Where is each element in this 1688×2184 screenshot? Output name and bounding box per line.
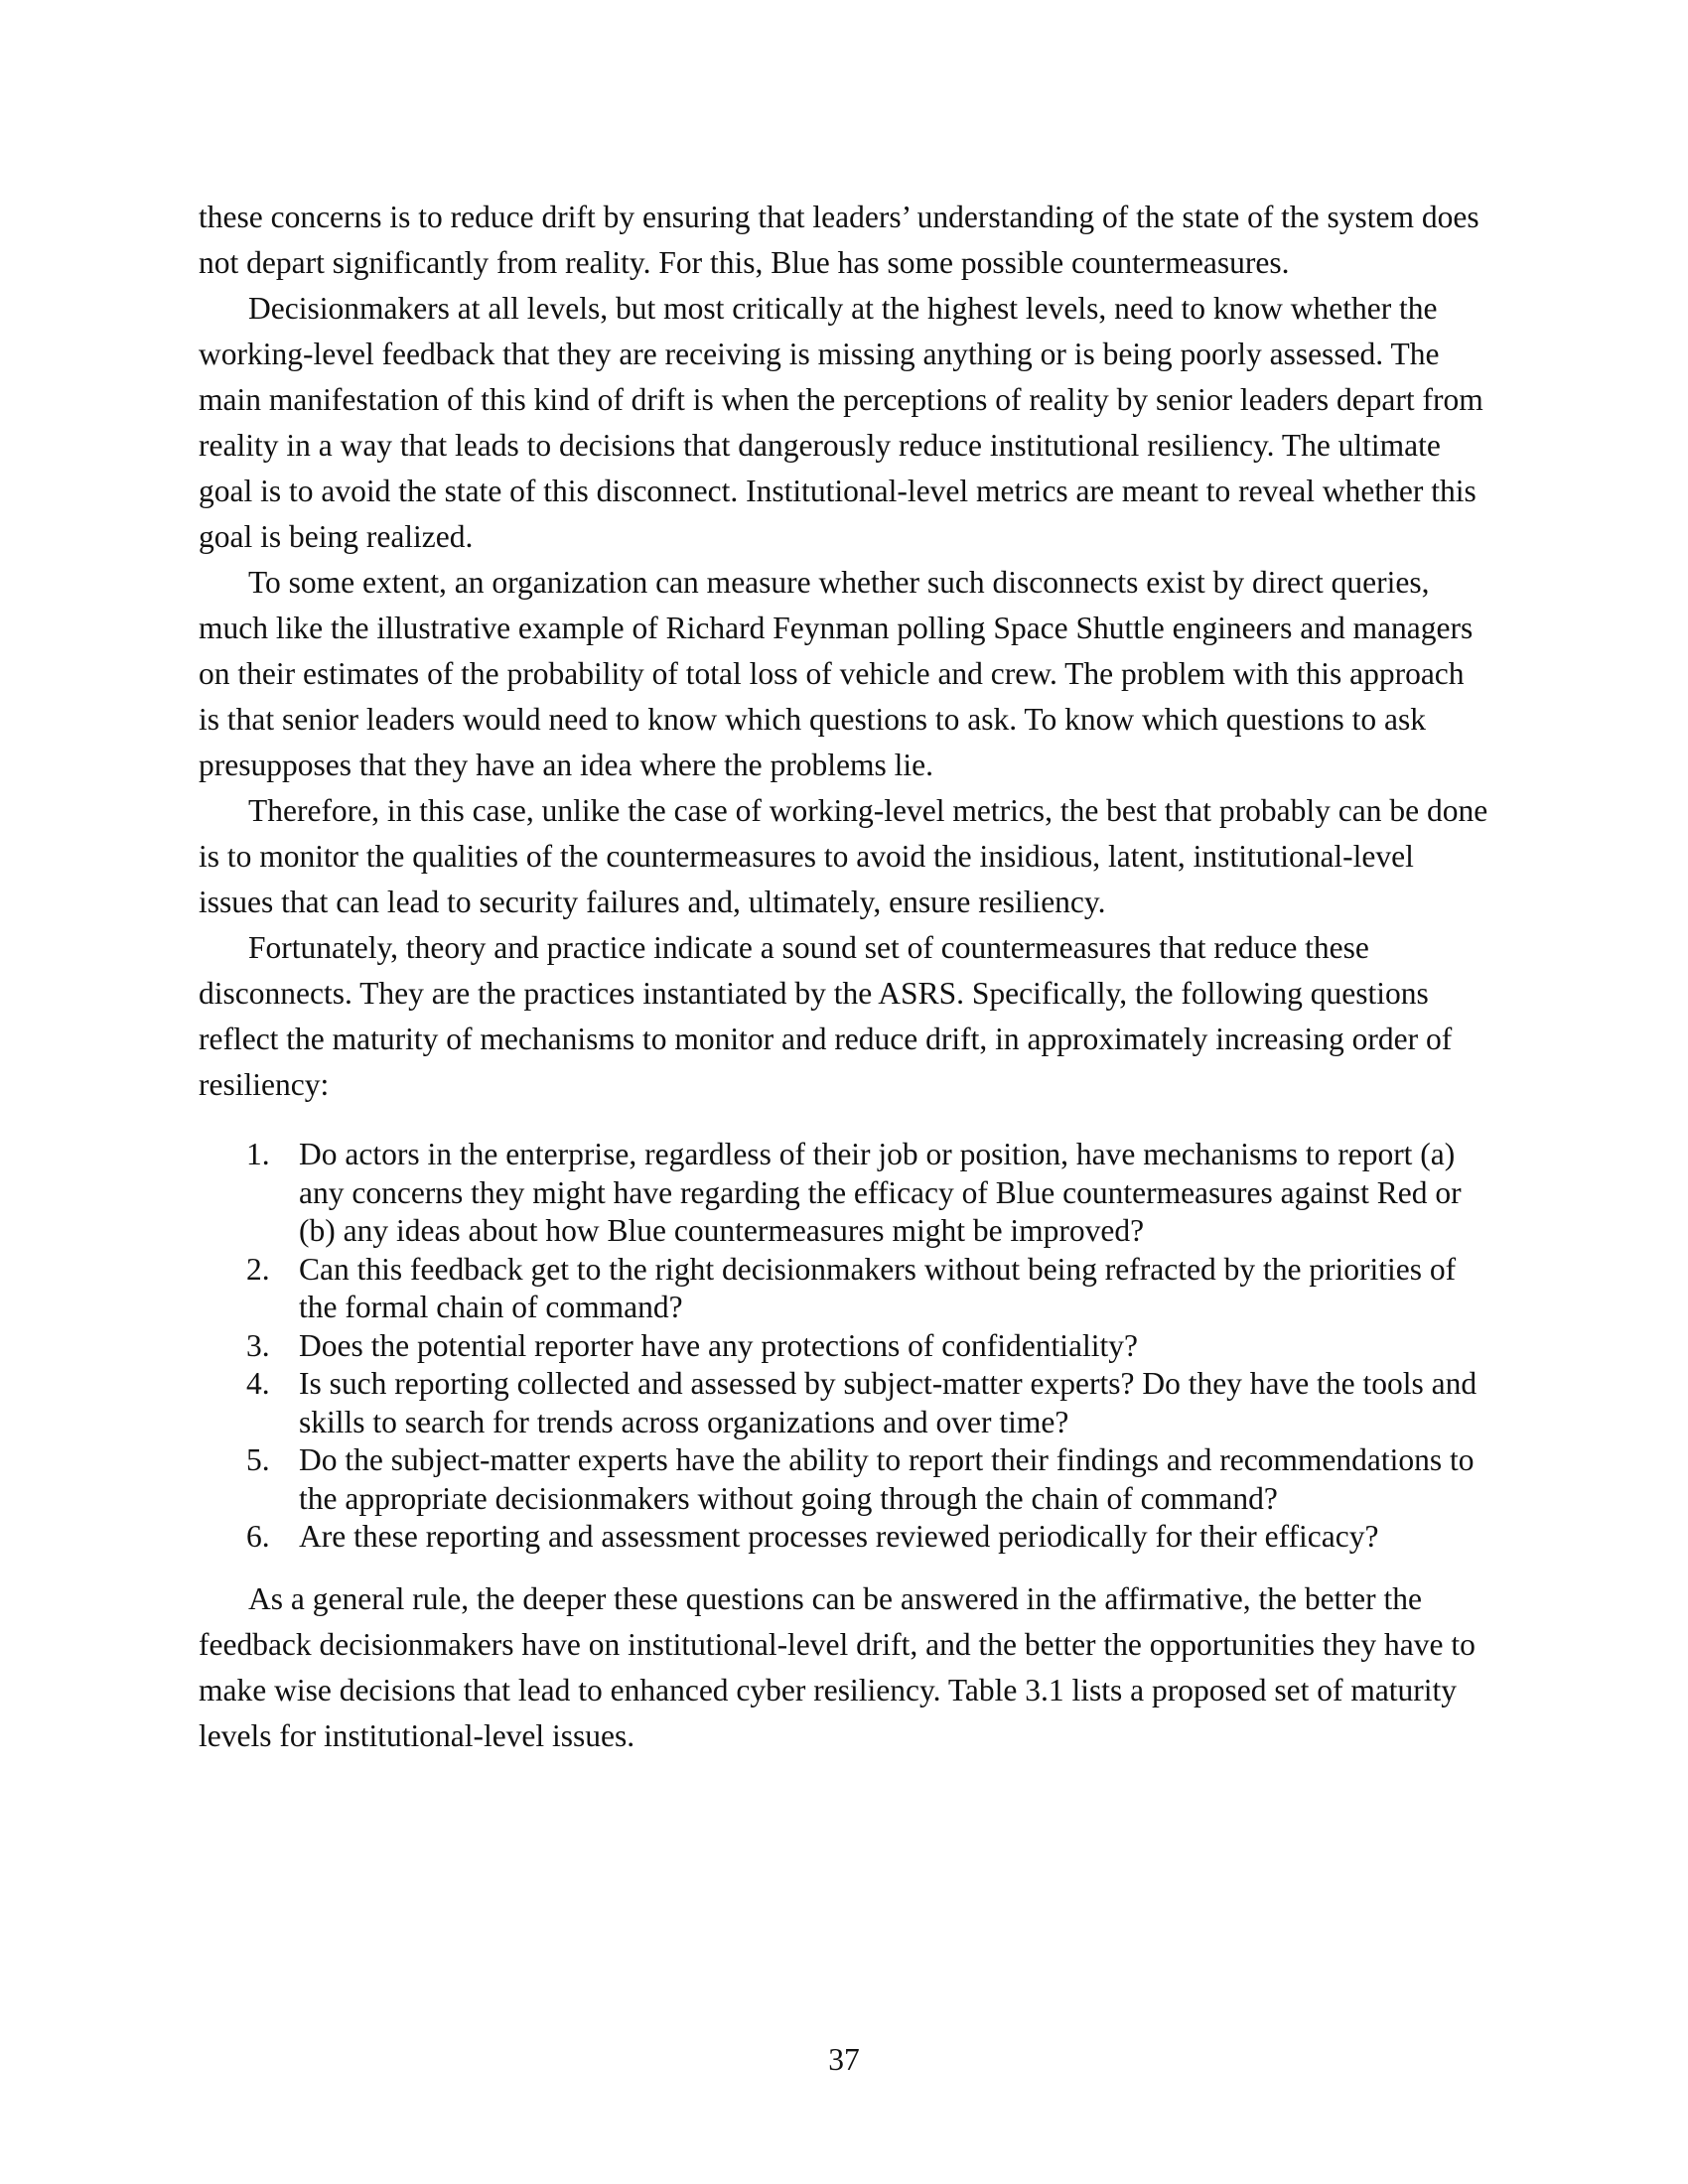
list-item-number: 5. [246, 1442, 270, 1477]
list-item-text: Do actors in the enterprise, regardless of their job or position, have mechanisms to report (a) any concerns they might have regarding the efficacy of Blue countermeasures against Red or (b) any ideas about how Blue countermeasures might be improved? [299, 1137, 1462, 1248]
paragraph-general-rule: As a general rule, the deeper these questions can be answered in the affirmative, the better the feedback decisionmakers have on institutional-level drift, and the better the opportunities they have to make wise decisions that lead to enhanced cyber resiliency. Table 3.1 lists a proposed set of maturity levels for institutional-level issues. [199, 1580, 1476, 1753]
list-item [246, 1251, 1491, 1327]
list-item [246, 1327, 1491, 1366]
list-item-number: 1. [246, 1137, 270, 1171]
list-item-number: 3. [246, 1327, 270, 1363]
list-item-text: Can this feedback get to the right decisionmakers without being refracted by the priorities of the formal chain of command? [299, 1251, 1457, 1324]
paragraph-decisionmakers: Decisionmakers at all levels, but most critically at the highest levels, need to know whether the working-level feedback that they are receiving is missing anything or is being poorly assessed. The main manifestation of this kind of drift is when the perceptions of reality by senior leaders depart from reality in a way that leads to decisions that dangerously reduce institutional resiliency. The ultimate goal is to avoid the state of this disconnect. Institutional-level metrics are meant to reveal whether this goal is being realized. [199, 291, 1483, 554]
page-number: 37 [828, 2042, 860, 2077]
list-item-number: 2. [246, 1251, 270, 1287]
list-item [246, 1365, 1491, 1441]
list-item-text: Do the subject-matter experts have the ability to report their findings and recommendations to the appropriate decisionmakers without going through the chain of command? [299, 1442, 1475, 1516]
list-item [246, 1518, 1491, 1557]
paragraph-asrs-practices: Fortunately, theory and practice indicate a sound set of countermeasures that reduce these disconnects. They are the practices instantiated by the ASRS. Specifically, the following questions reflect the maturity of mechanisms to monitor and reduce drift, in approximately increasing order of resiliency: [199, 930, 1453, 1102]
body-text [199, 195, 1491, 1759]
paragraph-monitor-countermeasures: Therefore, in this case, unlike the case of working-level metrics, the best that probably can be done is to monitor the qualities of the countermeasures to avoid the insidious, latent, institutional-level issues that can lead to security failures and, ultimately, ensure resiliency. [199, 793, 1488, 919]
list-item-text: Are these reporting and assessment processes reviewed periodically for their efficacy? [299, 1519, 1379, 1554]
list-item-text: Does the potential reporter have any protections of confidentiality? [299, 1327, 1138, 1363]
list-item [246, 1136, 1491, 1251]
maturity-questions-list [199, 1136, 1491, 1557]
list-item-text: Is such reporting collected and assessed by subject-matter experts? Do they have the tools and skills to search for trends across organizations and over time? [299, 1366, 1477, 1439]
list-item-number: 6. [246, 1519, 270, 1554]
list-item-number: 4. [246, 1366, 270, 1401]
paragraph-continued: these concerns is to reduce drift by ensuring that leaders’ understanding of the state of the system does not depart significantly from reality. For this, Blue has some possible countermeasures. [199, 200, 1479, 280]
paragraph-direct-queries: To some extent, an organization can measure whether such disconnects exist by direct queries, much like the illustrative example of Richard Feynman polling Space Shuttle engineers and managers on their estimates of the probability of total loss of vehicle and crew. The problem with this approach is that senior leaders would need to know which questions to ask. To know which questions to ask presupposes that they have an idea where the problems lie. [199, 565, 1474, 782]
list-item [246, 1441, 1491, 1518]
